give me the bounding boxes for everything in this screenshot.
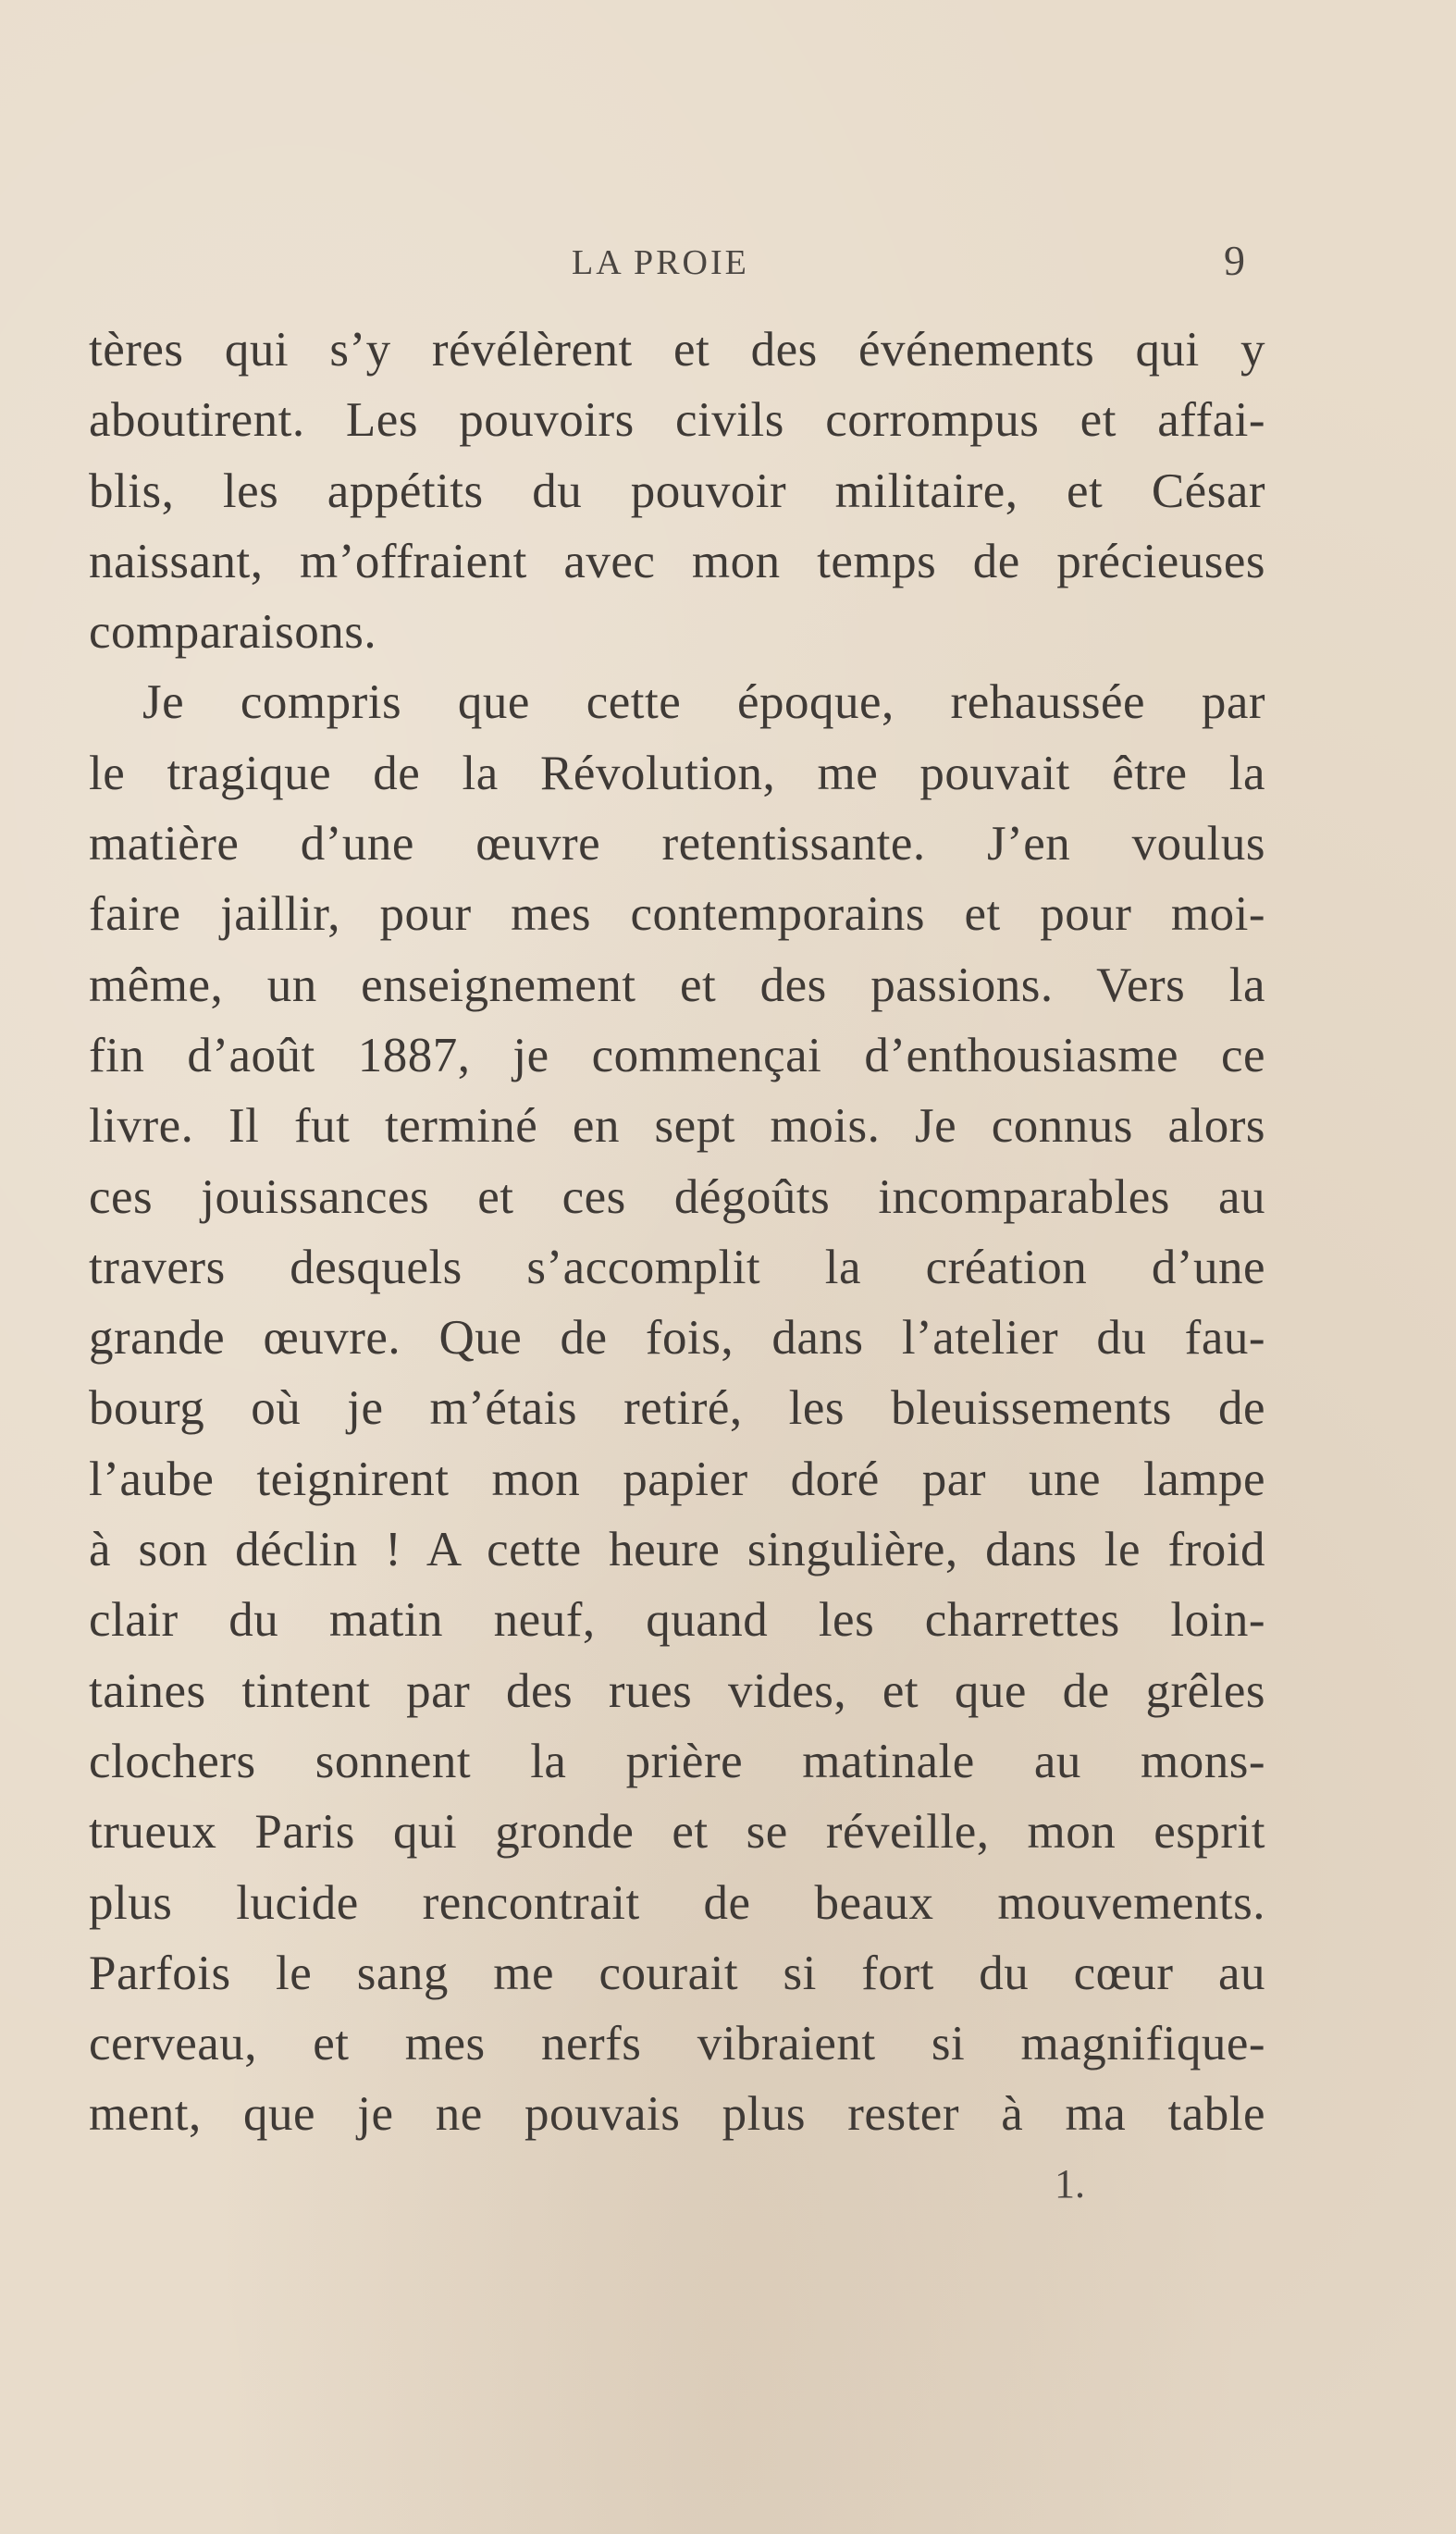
text-line: Je compris que cette époque, rehaussée par [142,675,1265,730]
text-line: naissant, m’offraient avec mon temps de précieuses [89,534,1265,588]
text-line: tères qui s’y révélèrent et des événements qui y [89,323,1265,377]
text-line: matière d’une œuvre retentissante. J’en voulus [89,817,1265,871]
text-line: livre. Il fut terminé en sept mois. Je connus alors [89,1099,1265,1154]
text-line: aboutirent. Les pouvoirs civils corrompus et affai- [89,393,1265,448]
text-line: faire jaillir, pour mes contemporains et pour moi- [89,887,1265,942]
running-title: LA PROIE [572,243,749,282]
text-line: l’aube teignirent mon papier doré par une lampe [89,1452,1265,1506]
text-line: comparaisons. [89,605,377,660]
text-line: plus lucide rencontrait de beaux mouvements. [89,1875,1265,1930]
page-number: 9 [1224,237,1245,284]
body-text [89,315,1265,2150]
text-line: même, un enseignement et des passions. Vers la [89,958,1265,1012]
text-line: ment, que je ne pouvais plus rester à ma table [89,2087,1265,2142]
text-line: blis, les appétits du pouvoir militaire, et César [89,464,1265,518]
text-line: ces jouissances et ces dégoûts incomparables au [89,1169,1265,1224]
text-line: travers desquels s’accomplit la création d’une [89,1240,1265,1294]
text-line: à son déclin ! A cette heure singulière, dans le froid [89,1523,1265,1577]
text-line: trueux Paris qui gronde et se réveille, mon esprit [89,1805,1265,1860]
text-line: grande œuvre. Que de fois, dans l’atelier du fau- [89,1311,1265,1366]
text-line: fin d’août 1887, je commençai d’enthousiasme ce [89,1028,1265,1082]
signature-mark: 1. [1055,2161,1085,2206]
text-line: clochers sonnent la prière matinale au mons- [89,1734,1265,1788]
text-line: bourg où je m’étais retiré, les bleuissements de [89,1381,1265,1436]
text-line: clair du matin neuf, quand les charrettes loin- [89,1593,1265,1648]
text-line: le tragique de la Révolution, me pouvait être la [89,746,1265,800]
text-line: cerveau, et mes nerfs vibraient si magnifique- [89,2017,1265,2071]
text-line: taines tintent par des rues vides, et que de grêles [89,1663,1265,1718]
text-line: Parfois le sang me courait si fort du cœur au [89,1946,1265,2000]
